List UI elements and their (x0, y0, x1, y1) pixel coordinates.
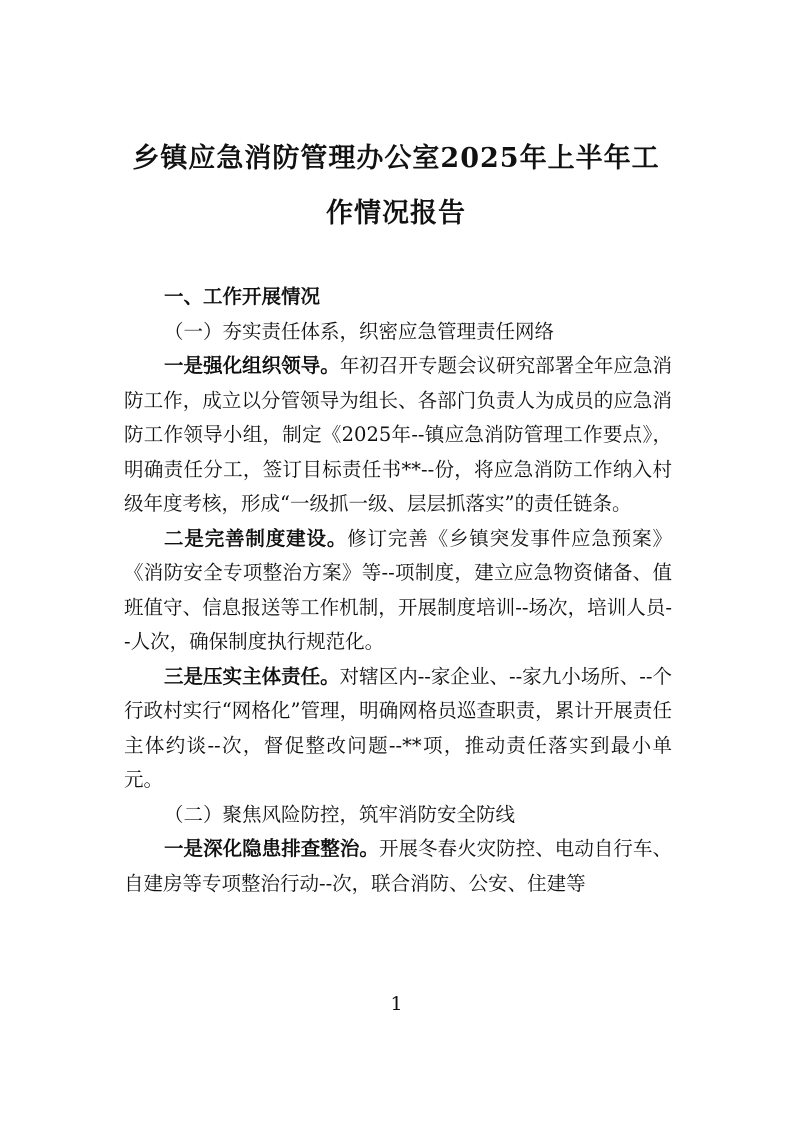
paragraph-1 (124, 349, 672, 522)
paragraph-1-text: 年初召开专题会议研究部署全年应急消防工作，成立以分管领导为组长、各部门负责人为成员的应急消防工作领导小组，制定《2025年--镇应急消防管理工作要点》，明确责任分工，签订目标责任书**--份，将应急消防工作纳入村级年度考核，形成“一级抓一级、层层抓落实”的责任链条。 (124, 354, 672, 515)
paragraph-2 (124, 522, 672, 660)
paragraph-4-lead: 一是深化隐患排查整治。 (164, 837, 379, 860)
paragraph-1-lead: 一是强化组织领导。 (164, 354, 340, 377)
paragraph-3-lead: 三是压实主体责任。 (164, 664, 340, 688)
page-number: 1 (390, 993, 403, 1015)
paragraph-3 (124, 660, 672, 798)
paragraph-2-lead: 二是完善制度建设。 (164, 526, 348, 550)
document-body (124, 280, 672, 901)
subsection-heading-1: （一）夯实责任体系，织密应急管理责任网络 (164, 319, 555, 343)
paragraph-4 (124, 832, 672, 901)
document-title-line-2: 作情况报告 (326, 198, 466, 229)
paragraph-2-text: 修订完善《乡镇突发事件应急预案》《消防安全专项整治方案》等--项制度，建立应急物资储备、值班值守、信息报送等工作机制，开展制度培训--场次，培训人员--人次，确保制度执行规范化。 (124, 526, 672, 653)
paragraph-4-text: 开展冬春火灾防控、电动自行车、自建房等专项整治行动--次，联合消防、公安、住建等 (124, 837, 672, 895)
document-title-line-1: 乡镇应急消防管理办公室2025年上半年工 (132, 143, 660, 174)
subsection-heading-2: （二）聚焦风险防控，筑牢消防安全防线 (164, 802, 516, 826)
paragraph-3-text: 对辖区内--家企业、--家九小场所、--个行政村实行“网格化”管理，明确网格员巡查职责，累计开展责任主体约谈--次，督促整改问题--**项，推动责任落实到最小单元。 (124, 664, 672, 791)
section-heading-1: 一、工作开展情况 (164, 285, 321, 308)
